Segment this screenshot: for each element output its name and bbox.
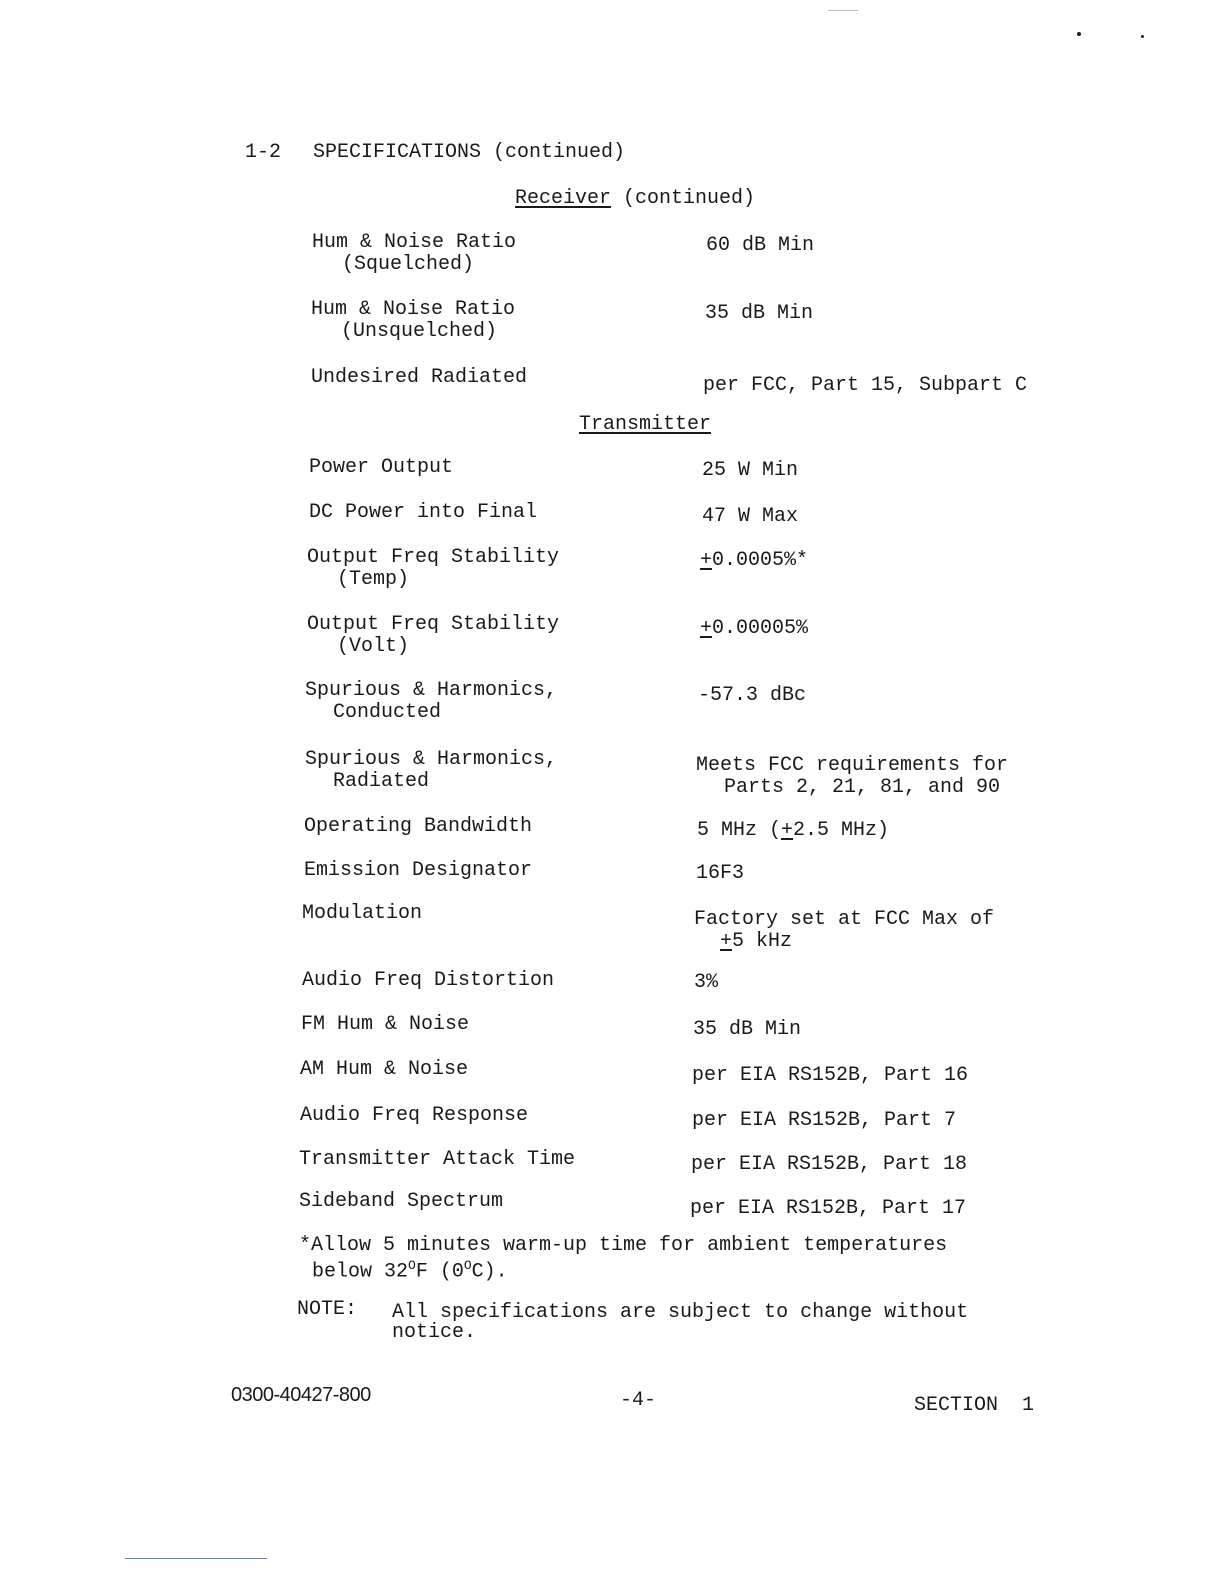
spec-label: Sideband Spectrum [299, 1190, 504, 1213]
spec-value [700, 550, 808, 572]
spec-value: per FCC, Part 15, Subpart C [703, 374, 1028, 397]
spec-label-main: Hum & Noise Ratio [311, 298, 516, 321]
section-title: SPECIFICATIONS (continued) [313, 141, 626, 164]
spec-value: 47 W Max [702, 505, 799, 528]
spec-label-sub: (Volt) [337, 635, 410, 658]
receiver-heading-text: Receiver [515, 187, 612, 210]
note-text [392, 1303, 968, 1343]
scan-speck [1077, 32, 1081, 36]
spec-value [697, 820, 889, 842]
spec-value: 25 W Min [702, 459, 799, 482]
spec-label: Transmitter Attack Time [299, 1148, 576, 1171]
plus-minus-sign: + [700, 617, 713, 640]
plus-minus-sign: + [700, 549, 713, 572]
footnote-line1: *Allow 5 minutes warm-up time for ambient temperatures [299, 1234, 948, 1257]
footer-section: SECTION 1 [914, 1394, 1035, 1417]
spec-value-text: Factory set at FCC Max of [694, 908, 995, 931]
footnote [299, 1236, 947, 1283]
spec-label [305, 749, 557, 793]
footnote-text: F (0 [415, 1260, 464, 1284]
spec-label [311, 299, 515, 343]
spec-value-sub: Parts 2, 21, 81, and 90 [724, 776, 1001, 799]
footnote-text: below 32 [312, 1260, 409, 1284]
spec-value [696, 755, 1008, 799]
section-number: 1-2 [245, 141, 282, 164]
spec-label-sub: (Temp) [337, 568, 410, 591]
spec-label: Operating Bandwidth [304, 815, 533, 838]
spec-label-main: Spurious & Harmonics, [305, 748, 558, 771]
spec-value-sub: 5 kHz [732, 930, 793, 953]
spec-value-text: 0.00005% [712, 617, 809, 640]
spec-label: Audio Freq Distortion [302, 969, 555, 992]
spec-label [312, 232, 516, 276]
receiver-heading [515, 188, 755, 210]
spec-label-main: Spurious & Harmonics, [305, 679, 558, 702]
spec-label [307, 614, 559, 658]
note-line2: notice. [392, 1321, 477, 1344]
spec-label: Audio Freq Response [300, 1104, 529, 1127]
spec-value [700, 618, 808, 640]
section-header [245, 142, 625, 164]
plus-minus-sign: + [720, 930, 733, 953]
spec-label: Power Output [309, 456, 454, 479]
receiver-heading-suffix: (continued) [623, 187, 756, 210]
spec-label: DC Power into Final [309, 501, 538, 524]
degree-symbol: O [408, 1258, 416, 1273]
spec-label-sub: (Unsquelched) [341, 320, 498, 343]
spec-label: Undesired Radiated [311, 366, 528, 389]
spec-label-main: Output Freq Stability [307, 613, 560, 636]
degree-symbol: O [463, 1258, 472, 1273]
scan-mark [828, 10, 858, 11]
spec-value: 3% [694, 971, 719, 994]
footnote-line2 [299, 1256, 947, 1283]
spec-label-sub: Radiated [333, 770, 430, 793]
spec-label: Modulation [302, 902, 423, 925]
spec-label: Emission Designator [304, 859, 533, 882]
spec-value [694, 909, 994, 953]
spec-value: 35 dB Min [705, 302, 814, 325]
spec-value-text: Meets FCC requirements for [696, 754, 1009, 777]
spec-value: per EIA RS152B, Part 16 [692, 1064, 969, 1087]
scan-speck [1141, 35, 1144, 38]
spec-value: 60 dB Min [706, 234, 815, 257]
spec-label [307, 547, 559, 591]
spec-label-sub: Conducted [333, 701, 442, 724]
spec-value: 16F3 [696, 862, 745, 885]
scan-edge-line [125, 1558, 267, 1559]
spec-label-main: Hum & Noise Ratio [312, 231, 517, 254]
note-line1: All specifications are subject to change without [392, 1301, 969, 1324]
note-label: NOTE: [297, 1298, 358, 1321]
document-number: 0300-40427-800 [231, 1384, 371, 1406]
spec-label-sub: (Squelched) [342, 253, 475, 276]
spec-label: FM Hum & Noise [301, 1013, 470, 1036]
spec-label [305, 680, 557, 724]
page-number: -4- [620, 1389, 657, 1412]
spec-value: per EIA RS152B, Part 17 [690, 1197, 967, 1220]
spec-value-pre: 5 MHz ( [697, 819, 782, 842]
plus-minus-sign: + [781, 819, 794, 842]
spec-value-text: 2.5 MHz) [793, 819, 890, 842]
transmitter-heading: Transmitter [579, 413, 712, 436]
spec-value: 35 dB Min [693, 1018, 802, 1041]
footnote-text: C). [471, 1260, 508, 1284]
spec-label: AM Hum & Noise [300, 1058, 469, 1081]
spec-value-text: 0.0005%* [712, 549, 809, 572]
spec-value: per EIA RS152B, Part 18 [691, 1153, 968, 1176]
spec-label-main: Output Freq Stability [307, 546, 560, 569]
spec-value: per EIA RS152B, Part 7 [692, 1109, 957, 1132]
spec-value: -57.3 dBc [698, 684, 807, 707]
